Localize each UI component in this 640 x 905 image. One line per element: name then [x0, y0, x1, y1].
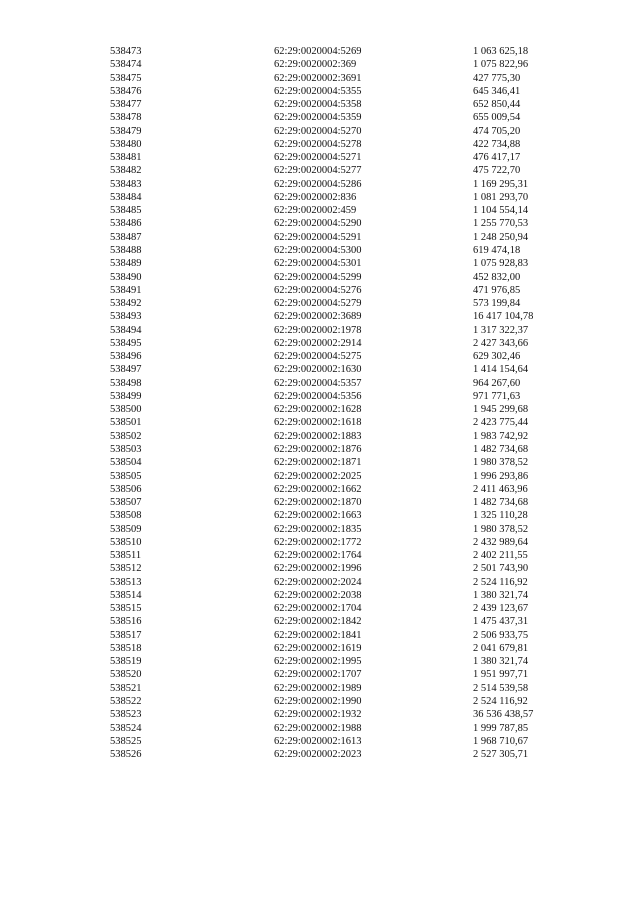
table-row — [110, 668, 593, 681]
cadastral-value: 16 417 104,78 — [473, 311, 534, 323]
cadastral-value: 475 722,70 — [473, 165, 521, 177]
cadastral-value: 1 325 110,28 — [473, 510, 528, 522]
cadastral-value: 1 980 378,52 — [473, 457, 529, 469]
row-number: 538502 — [110, 430, 142, 442]
table-row — [110, 217, 593, 230]
row-number: 538475 — [110, 72, 142, 84]
cadastral-value: 474 705,20 — [473, 125, 521, 137]
cadastral-value: 2 514 539,58 — [473, 682, 529, 694]
table-row — [110, 708, 593, 721]
row-number: 538513 — [110, 576, 142, 588]
cadastral-number: 62:29:0020004:5277 — [274, 165, 362, 177]
cadastral-number: 62:29:0020002:1996 — [274, 563, 362, 575]
row-number: 538485 — [110, 205, 142, 217]
table-row — [110, 642, 593, 655]
row-number: 538480 — [110, 138, 142, 150]
cadastral-number: 62:29:0020002:2914 — [274, 337, 362, 349]
cadastral-value: 2 427 343,66 — [473, 337, 529, 349]
table-row — [110, 257, 593, 270]
row-number: 538491 — [110, 284, 142, 296]
row-number: 538505 — [110, 470, 142, 482]
cadastral-value: 2 524 116,92 — [473, 696, 528, 708]
row-number: 538479 — [110, 125, 142, 137]
table-row — [110, 483, 593, 496]
table-row — [110, 536, 593, 549]
cadastral-value: 619 474,18 — [473, 244, 521, 256]
table-row — [110, 615, 593, 628]
cadastral-number: 62:29:0020002:1995 — [274, 656, 362, 668]
table-row — [110, 324, 593, 337]
cadastral-value: 1 999 787,85 — [473, 722, 529, 734]
table-row — [110, 470, 593, 483]
cadastral-number: 62:29:0020004:5269 — [274, 46, 362, 57]
cadastral-value: 2 501 743,90 — [473, 563, 529, 575]
cadastral-number: 62:29:0020004:5279 — [274, 298, 362, 310]
cadastral-number: 62:29:0020002:2024 — [274, 576, 362, 588]
table-row — [110, 602, 593, 615]
cadastral-value: 1 983 742,92 — [473, 430, 529, 442]
cadastral-number: 62:29:0020002:1978 — [274, 324, 362, 336]
cadastral-value: 964 267,60 — [473, 377, 521, 389]
row-number: 538490 — [110, 271, 142, 283]
cadastral-value: 1 081 293,70 — [473, 191, 529, 203]
table-row — [110, 138, 593, 151]
row-number: 538526 — [110, 749, 142, 761]
cadastral-number: 62:29:0020004:5290 — [274, 218, 362, 230]
row-number: 538525 — [110, 735, 142, 747]
cadastral-number: 62:29:0020002:1841 — [274, 629, 362, 641]
cadastral-value: 2 423 775,44 — [473, 417, 529, 429]
row-number: 538503 — [110, 443, 142, 455]
table-row — [110, 390, 593, 403]
cadastral-value: 427 775,30 — [473, 72, 521, 84]
table-row — [110, 58, 593, 71]
row-number: 538489 — [110, 258, 142, 270]
row-number: 538507 — [110, 497, 142, 509]
cadastral-value: 1 317 322,37 — [473, 324, 529, 336]
cadastral-number: 62:29:0020002:1619 — [274, 642, 362, 654]
cadastral-number: 62:29:0020002:1932 — [274, 709, 362, 721]
cadastral-value: 2 411 463,96 — [473, 483, 528, 495]
cadastral-number: 62:29:0020002:1662 — [274, 483, 362, 495]
row-number: 538523 — [110, 709, 142, 721]
cadastral-number: 62:29:0020004:5286 — [274, 178, 362, 190]
cadastral-value: 2 527 305,71 — [473, 749, 529, 761]
cadastral-value: 1 075 822,96 — [473, 59, 529, 71]
row-number: 538492 — [110, 298, 142, 310]
row-number: 538504 — [110, 457, 142, 469]
row-number: 538520 — [110, 669, 142, 681]
cadastral-number: 62:29:0020002:1870 — [274, 497, 362, 509]
cadastral-value: 471 976,85 — [473, 284, 521, 296]
cadastral-number: 62:29:0020002:1842 — [274, 616, 362, 628]
cadastral-number: 62:29:0020004:5278 — [274, 138, 362, 150]
cadastral-value: 1 968 710,67 — [473, 735, 529, 747]
row-number: 538497 — [110, 364, 142, 376]
cadastral-number: 62:29:0020004:5291 — [274, 231, 362, 243]
row-number: 538518 — [110, 642, 142, 654]
cadastral-number: 62:29:0020002:1883 — [274, 430, 362, 442]
cadastral-number: 62:29:0020004:5356 — [274, 390, 362, 402]
cadastral-number: 62:29:0020002:1704 — [274, 603, 362, 615]
cadastral-number: 62:29:0020002:1835 — [274, 523, 362, 535]
row-number: 538506 — [110, 483, 142, 495]
table-row — [110, 377, 593, 390]
cadastral-number: 62:29:0020002:1618 — [274, 417, 362, 429]
cadastral-value-table — [110, 45, 593, 761]
cadastral-value: 2 524 116,92 — [473, 576, 528, 588]
row-number: 538522 — [110, 696, 142, 708]
row-number: 538510 — [110, 536, 142, 548]
cadastral-number: 62:29:0020004:5359 — [274, 112, 362, 124]
table-row — [110, 178, 593, 191]
row-number: 538486 — [110, 218, 142, 230]
table-row — [110, 244, 593, 257]
table-row — [110, 191, 593, 204]
row-number: 538483 — [110, 178, 142, 190]
cadastral-number: 62:29:0020002:459 — [274, 205, 357, 217]
cadastral-value: 1 248 250,94 — [473, 231, 529, 243]
table-row — [110, 363, 593, 376]
table-row — [110, 72, 593, 85]
cadastral-number: 62:29:0020004:5301 — [274, 258, 362, 270]
table-row — [110, 589, 593, 602]
cadastral-value: 1 104 554,14 — [473, 205, 529, 217]
table-row — [110, 496, 593, 509]
row-number: 538495 — [110, 337, 142, 349]
table-row — [110, 549, 593, 562]
row-number: 538501 — [110, 417, 142, 429]
cadastral-value: 1 255 770,53 — [473, 218, 529, 230]
cadastral-number: 62:29:0020004:5270 — [274, 125, 362, 137]
cadastral-number: 62:29:0020002:1990 — [274, 696, 362, 708]
table-row — [110, 271, 593, 284]
cadastral-value: 1 414 154,64 — [473, 364, 529, 376]
cadastral-number: 62:29:0020004:5357 — [274, 377, 362, 389]
cadastral-number: 62:29:0020002:1876 — [274, 443, 362, 455]
cadastral-number: 62:29:0020004:5355 — [274, 85, 362, 97]
row-number: 538514 — [110, 589, 142, 601]
row-number: 538482 — [110, 165, 142, 177]
cadastral-value: 1 980 378,52 — [473, 523, 529, 535]
cadastral-value: 2 439 123,67 — [473, 603, 529, 615]
cadastral-value: 452 832,00 — [473, 271, 521, 283]
cadastral-value: 2 041 679,81 — [473, 642, 529, 654]
cadastral-number: 62:29:0020004:5275 — [274, 351, 362, 363]
table-row — [110, 164, 593, 177]
table-row — [110, 456, 593, 469]
row-number: 538481 — [110, 152, 142, 164]
row-number: 538524 — [110, 722, 142, 734]
table-row — [110, 443, 593, 456]
table-row — [110, 85, 593, 98]
row-number: 538500 — [110, 404, 142, 416]
table-row — [110, 284, 593, 297]
cadastral-number: 62:29:0020002:1988 — [274, 722, 362, 734]
table-row — [110, 523, 593, 536]
table-row — [110, 748, 593, 761]
table-row — [110, 297, 593, 310]
cadastral-value: 2 402 211,55 — [473, 550, 528, 562]
cadastral-value: 1 075 928,83 — [473, 258, 529, 270]
cadastral-value: 629 302,46 — [473, 351, 521, 363]
row-number: 538511 — [110, 550, 142, 562]
table-row — [110, 695, 593, 708]
cadastral-value: 655 009,54 — [473, 112, 521, 124]
table-row — [110, 45, 593, 58]
row-number: 538515 — [110, 603, 142, 615]
row-number: 538494 — [110, 324, 142, 336]
cadastral-number: 62:29:0020002:369 — [274, 59, 357, 71]
row-number: 538519 — [110, 656, 142, 668]
table-row — [110, 350, 593, 363]
table-row — [110, 151, 593, 164]
row-number: 538498 — [110, 377, 142, 389]
cadastral-number: 62:29:0020002:1989 — [274, 682, 362, 694]
cadastral-value: 2 506 933,75 — [473, 629, 529, 641]
table-row — [110, 416, 593, 429]
table-row — [110, 337, 593, 350]
row-number: 538488 — [110, 244, 142, 256]
table-row — [110, 682, 593, 695]
cadastral-number: 62:29:0020002:836 — [274, 191, 357, 203]
row-number: 538493 — [110, 311, 142, 323]
table-row — [110, 735, 593, 748]
table-row — [110, 125, 593, 138]
row-number: 538473 — [110, 46, 142, 57]
cadastral-number: 62:29:0020002:1628 — [274, 404, 362, 416]
cadastral-value: 645 346,41 — [473, 85, 521, 97]
row-number: 538487 — [110, 231, 142, 243]
cadastral-number: 62:29:0020002:2025 — [274, 470, 362, 482]
cadastral-number: 62:29:0020002:1764 — [274, 550, 362, 562]
cadastral-number: 62:29:0020002:2038 — [274, 589, 362, 601]
cadastral-value: 2 432 989,64 — [473, 536, 529, 548]
table-row — [110, 722, 593, 735]
table-row — [110, 204, 593, 217]
cadastral-value: 652 850,44 — [473, 99, 521, 111]
table-row — [110, 576, 593, 589]
cadastral-value: 422 734,88 — [473, 138, 521, 150]
cadastral-value: 1 945 299,68 — [473, 404, 529, 416]
cadastral-value: 971 771,63 — [473, 390, 521, 402]
table-row — [110, 403, 593, 416]
row-number: 538512 — [110, 563, 142, 575]
cadastral-number: 62:29:0020002:1707 — [274, 669, 362, 681]
cadastral-number: 62:29:0020002:2023 — [274, 749, 362, 761]
row-number: 538508 — [110, 510, 142, 522]
cadastral-number: 62:29:0020002:1772 — [274, 536, 362, 548]
cadastral-value: 1 996 293,86 — [473, 470, 529, 482]
row-number: 538516 — [110, 616, 142, 628]
table-row — [110, 430, 593, 443]
row-number: 538521 — [110, 682, 142, 694]
cadastral-value: 1 169 295,31 — [473, 178, 529, 190]
table-row — [110, 629, 593, 642]
row-number: 538484 — [110, 191, 142, 203]
row-number: 538477 — [110, 99, 142, 111]
row-number: 538474 — [110, 59, 142, 71]
cadastral-value: 1 482 734,68 — [473, 443, 529, 455]
cadastral-number: 62:29:0020004:5271 — [274, 152, 362, 164]
cadastral-value: 1 380 321,74 — [473, 589, 529, 601]
table-row — [110, 509, 593, 522]
cadastral-value: 1 063 625,18 — [473, 46, 529, 57]
table-row — [110, 111, 593, 124]
cadastral-number: 62:29:0020002:3691 — [274, 72, 362, 84]
row-number: 538496 — [110, 351, 142, 363]
row-number: 538509 — [110, 523, 142, 535]
cadastral-number: 62:29:0020004:5358 — [274, 99, 362, 111]
cadastral-value: 36 536 438,57 — [473, 709, 534, 721]
row-number: 538499 — [110, 390, 142, 402]
row-number: 538476 — [110, 85, 142, 97]
table-row — [110, 655, 593, 668]
table-row — [110, 231, 593, 244]
cadastral-value: 1 380 321,74 — [473, 656, 529, 668]
cadastral-value: 1 475 437,31 — [473, 616, 529, 628]
row-number: 538478 — [110, 112, 142, 124]
cadastral-value: 573 199,84 — [473, 298, 521, 310]
cadastral-value: 1 951 997,71 — [473, 669, 529, 681]
cadastral-number: 62:29:0020002:1663 — [274, 510, 362, 522]
cadastral-number: 62:29:0020002:1613 — [274, 735, 362, 747]
cadastral-number: 62:29:0020004:5276 — [274, 284, 362, 296]
cadastral-number: 62:29:0020002:1630 — [274, 364, 362, 376]
row-number: 538517 — [110, 629, 142, 641]
table-body — [110, 45, 593, 761]
cadastral-value: 1 482 734,68 — [473, 497, 529, 509]
cadastral-value: 476 417,17 — [473, 152, 521, 164]
table-row — [110, 562, 593, 575]
cadastral-number: 62:29:0020004:5299 — [274, 271, 362, 283]
cadastral-number: 62:29:0020002:3689 — [274, 311, 362, 323]
table-row — [110, 310, 593, 323]
table-row — [110, 98, 593, 111]
cadastral-number: 62:29:0020002:1871 — [274, 457, 362, 469]
cadastral-number: 62:29:0020004:5300 — [274, 244, 362, 256]
